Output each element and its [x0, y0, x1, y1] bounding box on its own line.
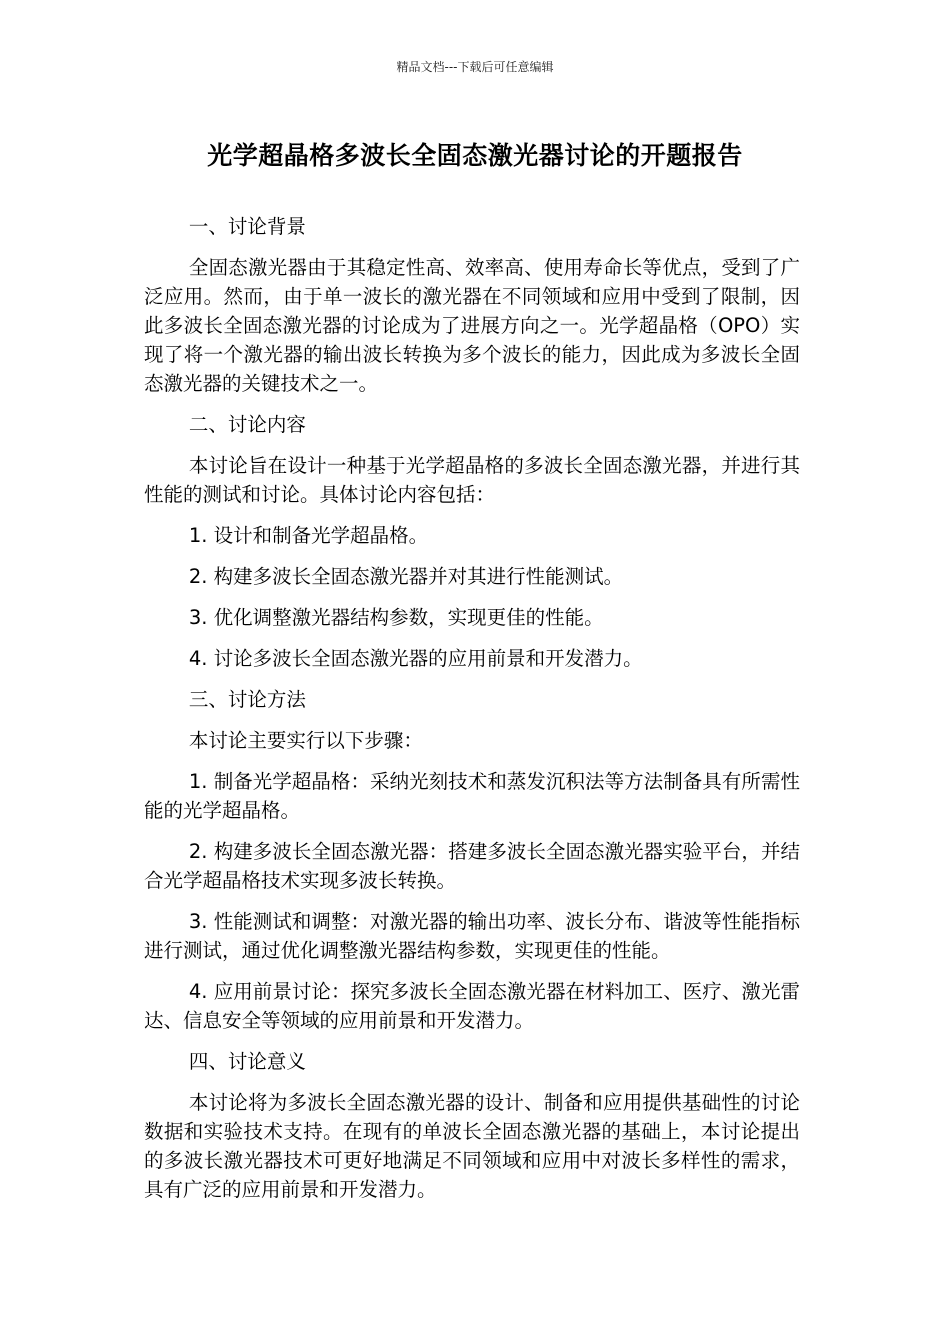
content-list-item: 4. 讨论多波长全固态激光器的应用前景和开发潜力。 — [188, 647, 643, 670]
content-list-item: 2. 构建多波长全固态激光器并对其进行性能测试。 — [188, 565, 624, 588]
section-heading-significance: 四、讨论意义 — [188, 1050, 306, 1073]
method-step: 4. 应用前景讨论：探究多波长全固态激光器在材料加工、医疗、激光雷达、信息安全等领域的应用前景和开发潜力。 — [144, 980, 800, 1032]
method-step: 2. 构建多波长全固态激光器：搭建多波长全固态激光器实验平台，并结合光学超晶格技术实现多波长转换。 — [144, 840, 800, 892]
method-intro-paragraph: 本讨论主要实行以下步骤： — [188, 729, 423, 752]
document-title: 光学超晶格多波长全固态激光器讨论的开题报告 — [207, 141, 743, 170]
content-list-item: 1. 设计和制备光学超晶格。 — [188, 524, 429, 547]
content-list-item: 3. 优化调整激光器结构参数，实现更佳的性能。 — [188, 606, 604, 629]
content-intro-paragraph: 本讨论旨在设计一种基于光学超晶格的多波长全固态激光器，并进行其性能的测试和讨论。具体讨论内容包括： — [144, 454, 800, 506]
significance-paragraph: 本讨论将为多波长全固态激光器的设计、制备和应用提供基础性的讨论数据和实验技术支持。在现有的单波长全固态激光器的基础上，本讨论提出的多波长激光器技术可更好地满足不同领域和应用中对波长多样性的需求，具有广泛的应用前景和开发潜力。 — [144, 1091, 800, 1201]
section-heading-background: 一、讨论背景 — [188, 215, 306, 238]
document-body — [144, 212, 800, 1216]
background-paragraph: 全固态激光器由于其稳定性高、效率高、使用寿命长等优点，受到了广泛应用。然而，由于单一波长的激光器在不同领域和应用中受到了限制，因此多波长全固态激光器的讨论成为了进展方向之一。光学超晶格（OPO）实现了将一个激光器的输出波长转换为多个波长的能力，因此成为多波长全固态激光器的关键技术之一。 — [144, 256, 800, 395]
section-heading-content: 二、讨论内容 — [188, 413, 306, 436]
method-step: 1. 制备光学超晶格：采纳光刻技术和蒸发沉积法等方法制备具有所需性能的光学超晶格。 — [144, 770, 800, 822]
header-note: 精品文档---下载后可任意编辑 — [396, 60, 554, 74]
method-step: 3. 性能测试和调整：对激光器的输出功率、波长分布、谐波等性能指标进行测试，通过优化调整激光器结构参数，实现更佳的性能。 — [144, 910, 800, 962]
section-heading-method: 三、讨论方法 — [188, 688, 306, 711]
